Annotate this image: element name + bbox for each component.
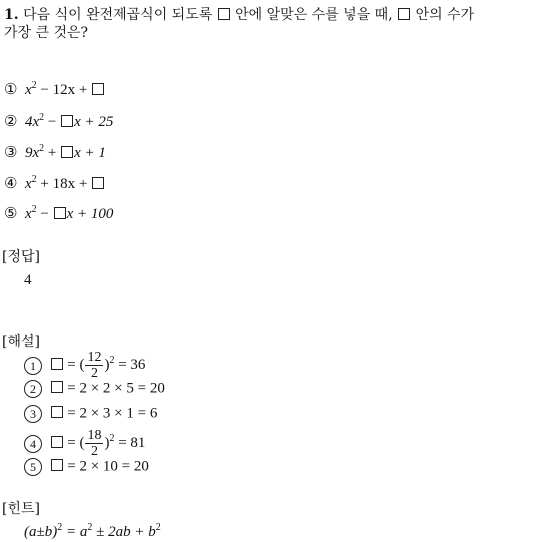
solution-row-1: 1 = ( $\frac{12}{2}$ )$^2$ = 36 — [24, 350, 145, 381]
circled-number: 2 — [24, 380, 42, 398]
hint-formula: $(a\pm b)^2 = a^2 \pm 2ab + b^2$ — [24, 522, 161, 540]
blank-box-icon — [61, 115, 73, 127]
blank-box-icon — [398, 8, 410, 20]
circled-number: 3 — [24, 405, 42, 423]
blank-box-icon — [51, 436, 63, 448]
question-text-part1: 다음 식이 완전제곱식이 되도록 — [23, 7, 213, 23]
blank-box-icon — [54, 207, 66, 219]
circled-number: 5 — [24, 458, 42, 476]
blank-box-icon — [51, 358, 63, 370]
choice-4[interactable]: ④ $x^2 + 18x$ + — [4, 174, 105, 193]
hint-label: [힌트] — [2, 501, 40, 517]
fraction: $\frac{12}{2}$ — [87, 350, 102, 381]
blank-box-icon — [92, 83, 104, 95]
solution-row-3: 3 = 2 × 3 × 1 = 6 — [24, 405, 157, 423]
blank-box-icon — [218, 8, 230, 20]
question-text-part2: 안에 알맞은 수를 넣을 때, — [235, 7, 393, 23]
solution-row-2: 2 = 2 × 2 × 5 = 20 — [24, 380, 165, 398]
question-line-1 — [4, 4, 474, 24]
solution-row-5: 5 = 2 × 10 = 20 — [24, 458, 149, 476]
question-number: 1. — [4, 7, 19, 23]
fraction: $\frac{18}{2}$ — [87, 428, 102, 459]
choice-3[interactable]: ③ $9x^2 + x + 1$ — [4, 143, 106, 161]
choice-2[interactable]: ② $4x^2 - x + 25$ — [4, 112, 114, 130]
solution-row-4: 4 = ( $\frac{18}{2}$ )$^2$ = 81 — [24, 428, 145, 459]
circled-number: 4 — [24, 435, 42, 453]
question-line-2: 가장 큰 것은? — [4, 25, 89, 41]
blank-box-icon — [92, 177, 104, 189]
question-text-part3: 안의 수가 — [415, 7, 475, 23]
blank-box-icon — [51, 459, 63, 471]
answer-label: [정답] — [2, 249, 40, 265]
choice-5[interactable]: ⑤ $x^2 - x + 100$ — [4, 204, 114, 222]
solution-label: [해설] — [2, 334, 40, 350]
blank-box-icon — [61, 146, 73, 158]
answer-value: 4 — [24, 272, 32, 288]
circled-number: 1 — [24, 357, 42, 375]
choice-1[interactable]: ① $x^2 - 12x$ + — [4, 80, 105, 99]
blank-box-icon — [51, 381, 63, 393]
blank-box-icon — [51, 406, 63, 418]
